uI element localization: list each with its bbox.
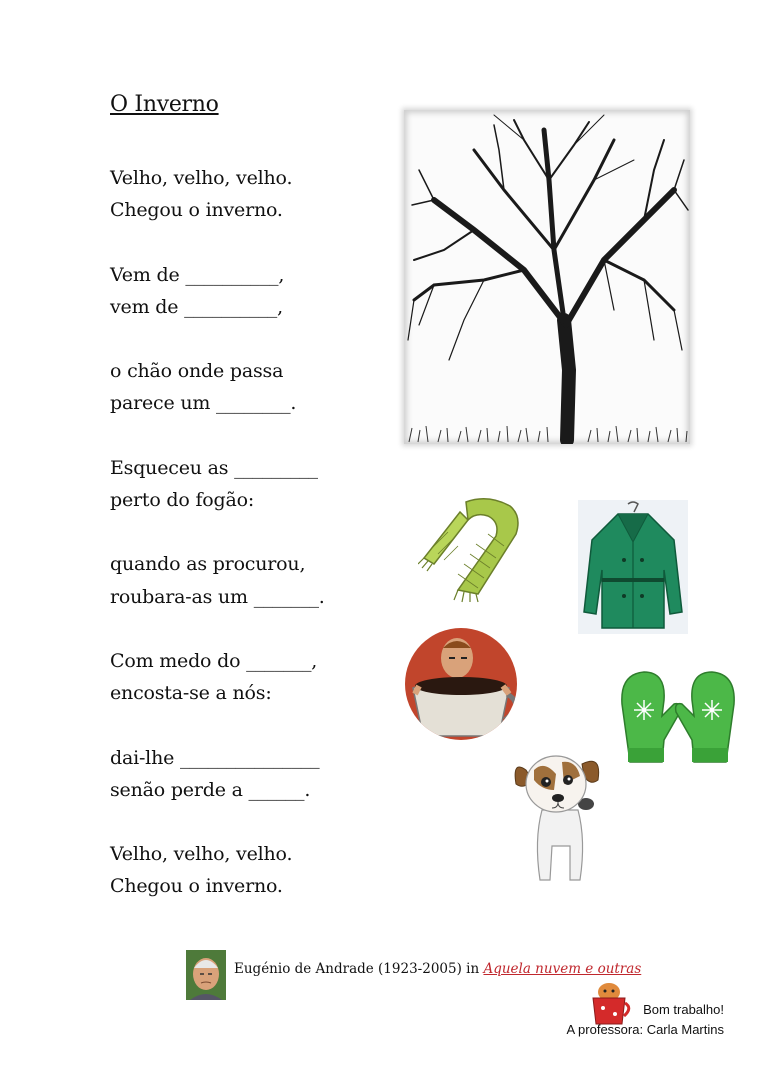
page-title: O Inverno — [110, 92, 219, 117]
poem-stanza — [110, 742, 325, 806]
teacher-signature: A professora: Carla Martins — [566, 1022, 724, 1037]
poem-stanza — [110, 838, 325, 902]
poem-line: Esqueceu as _________ — [110, 456, 318, 479]
poem-stanza — [110, 355, 325, 419]
poem-line: roubara-as um _______. — [110, 585, 325, 608]
poem-stanza — [110, 162, 325, 226]
greeting: Bom trabalho! — [643, 1002, 724, 1017]
hot-drink-image — [405, 628, 517, 740]
tree-image — [404, 110, 690, 444]
coat-image — [578, 500, 688, 634]
poem-stanza — [110, 259, 325, 323]
poem-line: encosta-se a nós: — [110, 682, 272, 705]
mug-icon — [589, 982, 633, 1026]
author-credit: Eugénio de Andrade (1923-2005) in — [234, 961, 484, 977]
poem-line: Velho, velho, velho. — [110, 843, 293, 866]
poem-line: parece um ________. — [110, 392, 297, 415]
book-title-link[interactable]: Aquela nuvem e outras — [483, 961, 642, 977]
author-portrait — [186, 950, 226, 1000]
mittens-image — [608, 664, 748, 766]
poem-line: Velho, velho, velho. — [110, 167, 293, 189]
poem-line: senão perde a ______. — [110, 778, 311, 801]
poem-line: o chão onde passa — [110, 360, 284, 383]
poem-line: Vem de __________, — [110, 263, 285, 286]
poem-line: dai-lhe _______________ — [110, 746, 320, 769]
poem — [110, 162, 325, 903]
poem-stanza — [110, 645, 325, 709]
poem-line: Chegou o inverno. — [110, 199, 283, 222]
poem-line: Chegou o inverno. — [110, 875, 283, 898]
puppy-image — [504, 740, 614, 886]
poem-line: quando as procurou, — [110, 553, 306, 576]
scarf-image — [418, 494, 526, 604]
poem-line: perto do fogão: — [110, 488, 255, 511]
poem-line: vem de __________, — [110, 295, 283, 318]
poem-line: Com medo do _______, — [110, 649, 318, 672]
poem-stanza — [110, 452, 325, 516]
poem-credit — [234, 961, 641, 977]
poem-stanza — [110, 548, 325, 612]
